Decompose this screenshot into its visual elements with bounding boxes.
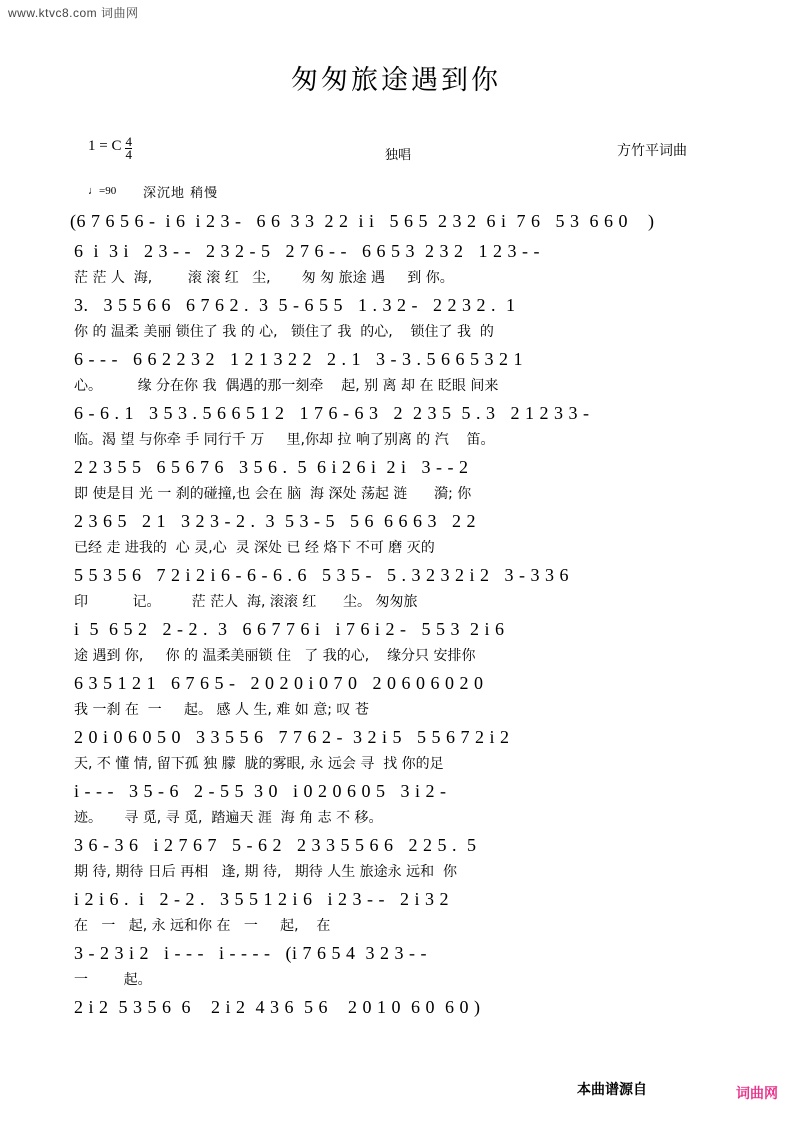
time-signature-numerator: 4 xyxy=(125,134,132,149)
page-title: 匆匆旅途遇到你 xyxy=(291,65,501,96)
score-system xyxy=(70,776,722,830)
notation-line: 2 3 6 5 2 1 3 2 3 - 2 . 3 5 3 - 5 5 6 6 6 6 3 2 2 xyxy=(74,511,476,531)
notation-line: 6 - 6 . 1 3 5 3 . 5 6 6 5 1 2 1 7 6 - 6 3 2 2 3 5 5 . 3 2 1 2 3 3 - xyxy=(74,403,590,423)
lyrics-line: 期 待, 期待 日后 再相 逢, 期 待, 期待 人生 旅途永 远和 你 xyxy=(74,864,458,880)
score-system xyxy=(70,938,722,992)
notation-line: 2 2 3 5 5 6 5 6 7 6 3 5 6 . 5 6 i 2 6 i 2 i 3 - - 2 xyxy=(74,457,469,477)
time-signature-denominator: 4 xyxy=(125,146,132,162)
voice-label: 独唱 xyxy=(385,148,412,163)
score-system xyxy=(70,830,722,884)
lyrics-line: 我 一刹 在 一 起。 感 人 生, 难 如 意; 叹 苍 xyxy=(74,702,369,718)
notation-line: 2 i 2 5 3 5 6 6 2 i 2 4 3 6 5 6 2 0 1 0 6 0 6 0 ) xyxy=(74,997,481,1017)
lyrics-line: 即 使是目 光 一 刹的碰撞,也 会在 脑 海 深处 荡起 涟 漪; 你 xyxy=(74,486,472,502)
score-system xyxy=(70,668,722,722)
score-system xyxy=(70,992,722,1022)
lyrics-line: 茫 茫 人 海, 滚 滚 红 尘, 匆 匆 旅途 遇 到 你。 xyxy=(74,270,454,286)
lyrics-line: 在 一 起, 永 远和你 在 一 起, 在 xyxy=(74,918,331,934)
notation-line: 3 6 - 3 6 i 2 7 6 7 5 - 6 2 2 3 3 5 5 6 6 2 2 5 . 5 xyxy=(74,835,477,855)
notation-line: 5 5 3 5 6 7 2 i 2 i 6 - 6 - 6 . 6 5 3 5 - 5 . 3 2 3 2 i 2 3 - 3 3 6 xyxy=(74,565,569,585)
score-system xyxy=(70,344,722,398)
score-system xyxy=(70,506,722,560)
author-credit: 方竹平词曲 xyxy=(617,143,687,159)
lyrics-line: 心。 缘 分在你 我 偶遇的那一刻牵 起, 别 离 却 在 眨眼 间来 xyxy=(74,378,499,394)
tempo-marking: ♩=90 xyxy=(88,185,117,197)
notation-line: (6 7 6 5 6 - i 6 i 2 3 - 6 6 3 3 2 2 i i 5 6 5 2 3 2 6 i 7 6 5 3 6 6 0 ) xyxy=(70,211,655,231)
lyrics-line: 临。渴 望 与你牵 手 同行千 万 里,你却 拉 响了别离 的 汽 笛。 xyxy=(74,432,495,448)
expression-marking: 深沉地 稍慢 xyxy=(143,186,219,201)
brand-watermark: 词曲网 xyxy=(736,1086,778,1102)
key-label: 1 = C xyxy=(88,137,122,154)
lyrics-line: 一 起。 xyxy=(74,972,152,988)
lyrics-line: 途 遇到 你, 你 的 温柔美丽锁 住 了 我的心, 缘分只 安排你 xyxy=(74,648,476,664)
score-system xyxy=(70,236,722,290)
lyrics-line: 天, 不 懂 情, 留下孤 独 朦 胧的雾眼, 永 远会 寻 找 你的足 xyxy=(74,756,444,772)
notation-line: i 5 6 5 2 2 - 2 . 3 6 6 7 7 6 i i 7 6 i 2 - 5 5 3 2 i 6 xyxy=(74,619,505,639)
score-system xyxy=(70,722,722,776)
notation-line: 6 3 5 1 2 1 6 7 6 5 - 2 0 2 0 i 0 7 0 2 0 6 0 6 0 2 0 xyxy=(74,673,484,693)
notation-line: 3 - 2 3 i 2 i - - - i - - - - (i 7 6 5 4 3 2 3 - - xyxy=(74,943,427,963)
notation-line: 6 i 3 i 2 3 - - 2 3 2 - 5 2 7 6 - - 6 6 5 3 2 3 2 1 2 3 - - xyxy=(74,241,540,261)
key-signature xyxy=(88,134,132,162)
notation-line: i 2 i 6 . i 2 - 2 . 3 5 5 1 2 i 6 i 2 3 - - 2 i 3 2 xyxy=(74,889,449,909)
source-label: 本曲谱源自 xyxy=(577,1082,647,1098)
score-system xyxy=(70,206,722,236)
score-system xyxy=(70,452,722,506)
notation-line: 6 - - - 6 6 2 2 3 2 1 2 1 3 2 2 2 . 1 3 - 3 . 5 6 6 5 3 2 1 xyxy=(74,349,523,369)
music-score xyxy=(70,206,722,1022)
time-signature xyxy=(125,136,132,161)
score-system xyxy=(70,290,722,344)
lyrics-line: 你 的 温柔 美丽 锁住了 我 的 心, 锁住了 我 的心, 锁住了 我 的 xyxy=(74,324,494,340)
watermark-top: www.ktvc8.com 词曲网 xyxy=(8,6,139,20)
lyrics-line: 已经 走 进我的 心 灵,心 灵 深处 已 经 烙下 不可 磨 灭的 xyxy=(74,540,435,556)
score-system xyxy=(70,560,722,614)
score-system xyxy=(70,884,722,938)
score-system xyxy=(70,614,722,668)
lyrics-line: 迹。 寻 觅, 寻 觅, 踏遍天 涯 海 角 志 不 移。 xyxy=(74,810,383,826)
notation-line: 3. 3 5 5 6 6 6 7 6 2 . 3 5 - 6 5 5 1 . 3 2 - 2 2 3 2 . 1 xyxy=(74,295,516,315)
lyrics-line: 印 记。 茫 茫人 海, 滚滚 红 尘。 匆匆旅 xyxy=(74,594,418,610)
notation-line: i - - - 3 5 - 6 2 - 5 5 3 0 i 0 2 0 6 0 5 3 i 2 - xyxy=(74,781,447,801)
notation-line: 2 0 i 0 6 0 5 0 3 3 5 5 6 7 7 6 2 - 3 2 i 5 5 5 6 7 2 i 2 xyxy=(74,727,510,747)
score-system xyxy=(70,398,722,452)
